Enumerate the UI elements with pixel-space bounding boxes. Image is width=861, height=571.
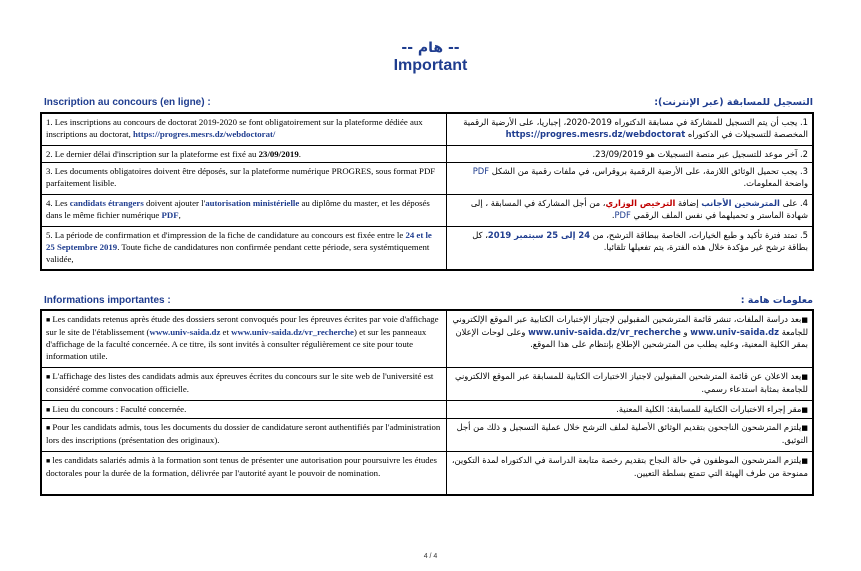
info1-fr: ■ Les candidats retenus après étude des dossiers seront convoqués pour les épreuves écrites par voie d'affichage sur le site de l'établissement (www.univ-saida.dz et www.univ-saida.dz/vr_recherche) et sur les panneaux d'affichage de la faculté concernée. A ce titre, ils sont invités à consulter régulièrement ce site pour toute information utile. [41,310,447,367]
info5-fr: ■ les candidats salariés admis à la formation sont tenus de présenter une autorisation pour poursuivre les études doctorales pour la durée de la formation, délivrée par l'autorité ayant le pouvoir de nomination. [41,451,447,495]
row5-ar: 5. تمتد فترة تأكيد و طبع الخيارات، الخاصة ببطاقة الترشح، من 24 إلى 25 سبتمبر 2019، كل بطاقة ترشح غير مؤكدة خلال هذه الفترة، يتم تفعيلها تلقائيا. [447,226,814,270]
registration-table [40,112,814,271]
info1-ar: ■بعد دراسة الملفات، تنشر قائمة المترشحين المقبولين لإجتياز الإختبارات الكتابية عبر الموقع الإلكتروني للجامعة www.univ-saida.dz و www.univ-saida.dz/vr_recherche وعلى لوحات الإعلان بمقر الكلية المعنية، وعليه يطلب من المترشحين الإطلاع بإنتظام على هذا الموقع. [447,310,814,367]
info2-fr: ■ L'affichage des listes des candidats admis aux épreuves écrites du concours sur le site web de l'université est considéré comme convocation officielle. [41,367,447,400]
deadline-date-ar: 23/09/2019 [595,148,644,159]
table-row [41,418,813,451]
header-title-french: Important [393,57,468,74]
info5-ar: ■يلتزم المترشحون الموظفون في حالة النجاح بتقديم رخصة متابعة الدراسة في الدكتوراه لمدة التكوين، ممنوحة من طرف الهيئة التي تتمتع بسلطة التعيين. [447,451,814,495]
row1-fr: 1. Les inscriptions au concours de doctorat 2019-2020 se font obligatoirement sur la plateforme dédiée aux inscriptions au doctorat, https://progres.mesrs.dz/webdoctorat/ [41,113,447,145]
table-row [41,451,813,495]
section1-title-fr: Inscription au concours (en ligne) : [44,97,211,108]
row2-ar: 2. آخر موعد للتسجيل عبر منصة التسجيلات هو 23/09/2019. [447,145,814,162]
bullet-square-icon: ■ [46,372,51,381]
bullet-square-icon: ■ [801,405,808,414]
bullet-square-icon: ■ [46,405,51,414]
row3-fr: 3. Les documents obligatoires doivent être déposés, sur la plateforme numérique PROGRES, sous format PDF parfaitement lisible. [41,162,447,194]
bullet-square-icon: ■ [801,423,808,432]
pdf-highlight: PDF [161,209,179,220]
univ-saida-link[interactable]: www.univ-saida.dz [149,327,221,337]
section1-title-ar: التسجيل للمسابقة (عبر الإنترنت): [654,97,813,108]
vr-recherche-link-ar[interactable]: www.univ-saida.dz/vr_recherche [528,327,681,337]
info3-fr: ■ Lieu du concours : Faculté concernée. [41,400,447,418]
webdoctorat-link-fr[interactable]: https://progres.mesrs.dz/webdoctorat/ [132,129,276,139]
section2-title-ar: معلومات هامة : [740,295,813,306]
bullet-square-icon: ■ [46,456,51,465]
confirmation-period-highlight-ar: 24 إلى 25 سبتمبر 2019 [487,229,591,240]
univ-saida-link-ar[interactable]: www.univ-saida.dz [690,327,780,337]
confirmation-period-highlight: 24 et le 25 Septembre 2019 [46,229,432,252]
table-row [41,162,813,194]
info4-ar: ■يلتزم المترشحون الناجحون بتقديم الوثائق الأصلية لملف الترشح خلال عملية التسجيل و ذلك من أجل التوثيق. [447,418,814,451]
table-row [41,367,813,400]
ministerial-authorization-highlight-ar: الترخيص الوزاري [605,197,676,208]
vr-recherche-link[interactable]: www.univ-saida.dz/vr_recherche [231,327,354,337]
webdoctorat-link-ar[interactable]: https://progres.mesrs.dz/webdoctorat [505,129,686,139]
information-table [40,309,814,496]
header-title-arabic: -- هام -- [401,40,460,56]
info4-fr: ■ Pour les candidats admis, tous les documents du dossier de candidature seront authentifiés par l'administration lors des inscriptions (présentation des originaux). [41,418,447,451]
table-row [41,226,813,270]
bullet-square-icon: ■ [46,316,51,324]
row3-ar: 3. يجب تحميل الوثائق اللازمة، على الأرضية الرقمية بروقراس، في ملفات رقمية من الشكل PDF واضحة المعلومات. [447,162,814,194]
section2-title-fr: Informations importantes : [44,295,171,306]
pdf-label: PDF [472,165,490,176]
foreign-candidates-highlight: candidats étrangers [69,197,144,208]
deadline-date-fr: 23/09/2019 [258,148,299,159]
table-row [41,400,813,418]
row5-fr: 5. La période de confirmation et d'impression de la fiche de candidature au concours est fixée entre le 24 et le 25 Septembre 2019. Toute fiche de candidatures non confirmée pendant cette période, sera systémtiquement validée, [41,226,447,270]
page-number: 4 / 4 [423,553,438,560]
bullet-square-icon: ■ [801,456,808,465]
table-row [41,145,813,162]
row4-fr: 4. Les candidats étrangers doivent ajouter l'autorisation ministérielle au diplôme du master, et les déposés dans le même fichier numérique PDF, [41,194,447,226]
row4-ar: 4. على المترشحين الأجانب إضافة الترخيص الوزاري، من أجل المشاركة في المسابقة ، إلى شهادة الماستر و تحميلهما في نفس الملف الرقمي PDF. [447,194,814,226]
bullet-square-icon: ■ [46,423,51,432]
table-row [41,113,813,145]
info2-ar: ■يعد الاعلان عن قائمة المترشحين المقبولين لاجتياز الاختبارات الكتابية للمسابقة عبر الموقع الالكتروني للجامعة بمثابة استدعاء رسمي. [447,367,814,400]
ministerial-authorization-highlight: autorisation ministérielle [205,197,300,208]
foreign-candidates-highlight-ar: المترشحين الأجانب [701,197,780,208]
table-row [41,194,813,226]
row1-ar: 1. يجب أن يتم التسجيل للمشاركة في مسابقة الدكتوراه 2019-2020، إجباريا، على الأرضية الرقمية المخصصة للتسجيلات في الدكتوراه https://progres.mesrs.dz/webdoctorat [447,113,814,145]
bullet-square-icon: ■ [801,372,808,381]
row2-fr: 2. Le dernier délai d'inscription sur la plateforme est fixé au 23/09/2019. [41,145,447,162]
info3-ar: ■مقر إجراء الاختبارات الكتابية للمسابقة: الكلية المعنية. [447,400,814,418]
pdf-label: PDF [614,209,631,220]
bullet-square-icon: ■ [801,316,808,324]
table-row [41,310,813,367]
